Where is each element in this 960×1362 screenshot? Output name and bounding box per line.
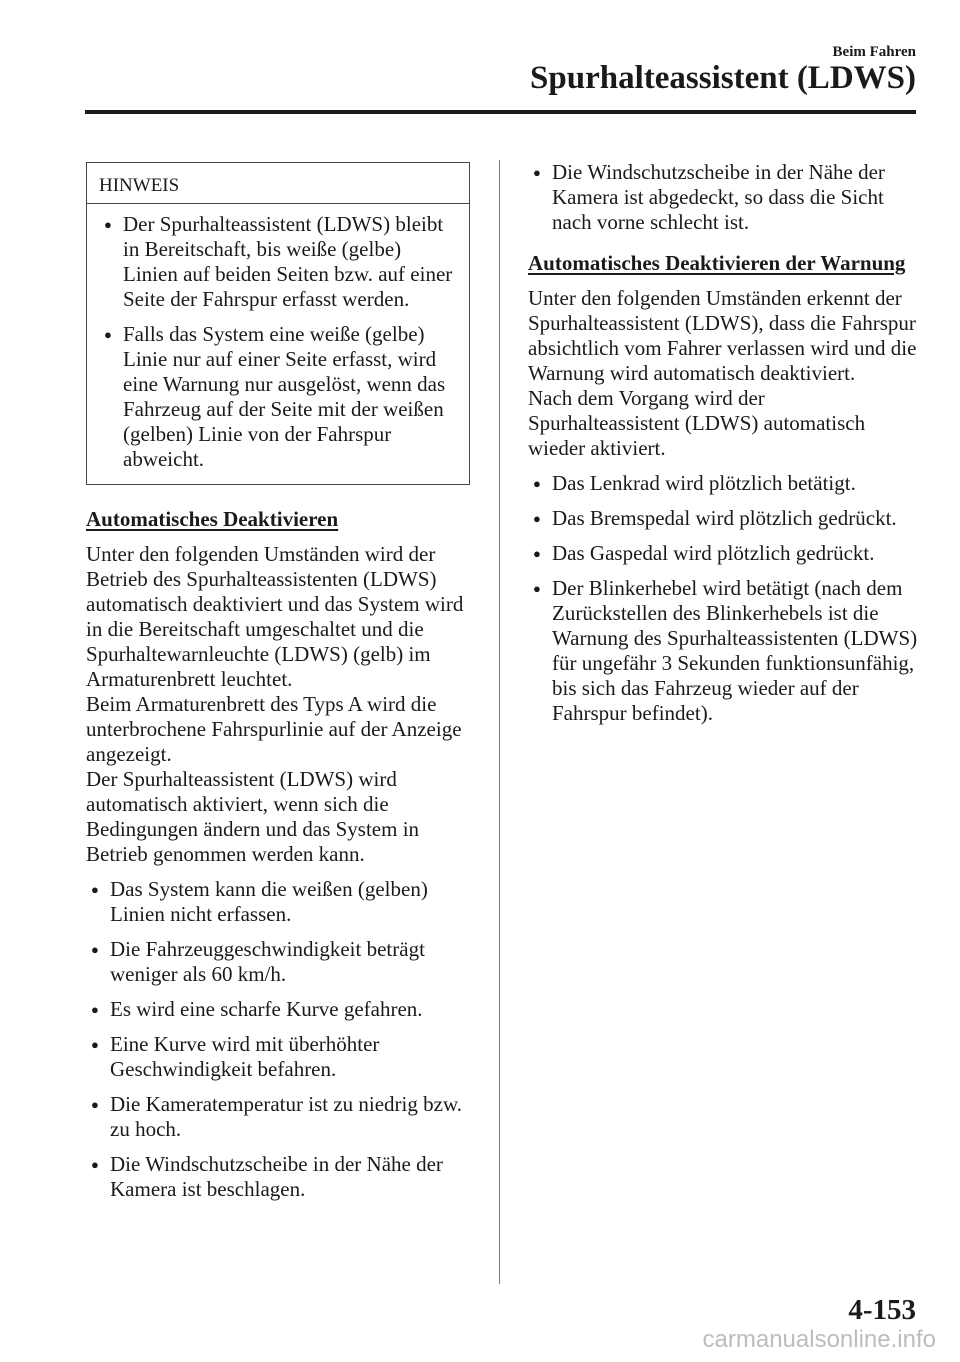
section1-bullet xyxy=(86,877,470,927)
section1-bullet-text: Die Windschutzscheibe in der Nähe der Kamera ist abgedeckt, so dass die Sicht nach vorne schlecht ist. xyxy=(552,160,885,234)
note-bullet-text: Falls das System eine weiße (gelbe) Linie nur auf einer Seite erfasst, wird eine Warnung nur ausgelöst, wenn das Fahrzeug auf der Seite mit der weißen (gelben) Linie von der Fahrspur abweicht. xyxy=(123,322,446,471)
page-number: 4-153 xyxy=(848,1294,916,1326)
watermark: carmanualsonline.info xyxy=(702,1326,936,1353)
bullet-dot-icon: ● xyxy=(91,1002,99,1017)
section1-bullet xyxy=(528,160,918,235)
bullet-dot-icon: ● xyxy=(533,165,541,180)
note-bullet-text: Der Spurhalteassistent (LDWS) bleibt in Bereitschaft, bis weiße (gelbe) Linien auf beiden Seiten bzw. auf einer Seite der Fahrspur erfasst werden. xyxy=(123,212,453,311)
note-header: HINWEIS xyxy=(87,163,469,204)
section1-bullet-text: Das System kann die weißen (gelben) Linien nicht erfassen. xyxy=(110,877,428,926)
section2-heading: Automatisches Deaktivieren der Warnung xyxy=(528,251,906,275)
section2-bullet xyxy=(528,576,918,726)
section1-bullet xyxy=(86,1092,470,1142)
bullet-dot-icon: ● xyxy=(91,942,99,957)
section1-bullet xyxy=(86,997,470,1022)
bullet-dot-icon: ● xyxy=(91,1037,99,1052)
section1-bullet-text: Eine Kurve wird mit überhöhter Geschwindigkeit befahren. xyxy=(110,1032,380,1081)
section2-paragraphs xyxy=(528,286,918,461)
section2-bullet xyxy=(528,506,918,531)
note-box xyxy=(86,162,470,485)
section2-paragraph: Nach dem Vorgang wird der Spurhalteassistent (LDWS) automatisch wieder aktiviert. xyxy=(528,386,866,460)
bullet-dot-icon: ● xyxy=(533,581,541,596)
bullet-dot-icon: ● xyxy=(91,1157,99,1172)
header-rule xyxy=(85,110,916,114)
section1-paragraphs xyxy=(86,542,470,867)
left-column xyxy=(86,162,470,1202)
section1-bullet xyxy=(86,1032,470,1082)
section-label: Beim Fahren xyxy=(832,44,916,60)
section2-bullet xyxy=(528,471,918,496)
section1-bullet-text: Es wird eine scharfe Kurve gefahren. xyxy=(110,997,423,1021)
section2-paragraph: Unter den folgenden Umständen erkennt der Spurhalteassistent (LDWS), dass die Fahrspur absichtlich vom Fahrer verlassen wird und die Warnung wird automatisch deaktiviert. xyxy=(528,286,917,385)
bullet-dot-icon: ● xyxy=(91,882,99,897)
section1-bullet-text: Die Kameratemperatur ist zu niedrig bzw. zu hoch. xyxy=(110,1092,462,1141)
bullet-dot-icon: ● xyxy=(104,217,112,232)
bullet-dot-icon: ● xyxy=(533,511,541,526)
section1-bullet-text: Die Windschutzscheibe in der Nähe der Kamera ist beschlagen. xyxy=(110,1152,443,1201)
section1-paragraph: Der Spurhalteassistent (LDWS) wird automatisch aktiviert, wenn sich die Bedingungen ändern und das System in Betrieb genommen werden kann. xyxy=(86,767,420,866)
section2-bullet-text: Das Bremspedal wird plötzlich gedrückt. xyxy=(552,506,897,530)
column-divider xyxy=(499,160,500,1284)
section1-bullet xyxy=(86,937,470,987)
section1-bullet xyxy=(86,1152,470,1202)
bullet-dot-icon: ● xyxy=(91,1097,99,1112)
page-title: Spurhalteassistent (LDWS) xyxy=(530,60,916,96)
section2-bullet-text: Das Gaspedal wird plötzlich gedrückt. xyxy=(552,541,875,565)
section1-paragraph: Unter den folgenden Umständen wird der Betrieb des Spurhalteassistenten (LDWS) automatisch deaktiviert und das System wird in die Bereitschaft umgeschaltet und die Spurhaltewarnleuchte (LDWS) (gelb) im Armaturenbrett leuchtet. xyxy=(86,542,464,691)
bullet-dot-icon: ● xyxy=(104,327,112,342)
note-bullet xyxy=(99,322,457,472)
note-body xyxy=(87,204,469,484)
section1-paragraph: Beim Armaturenbrett des Typs A wird die unterbrochene Fahrspurlinie auf der Anzeige angezeigt. xyxy=(86,692,462,766)
section2-bullet-text: Das Lenkrad wird plötzlich betätigt. xyxy=(552,471,856,495)
bullet-dot-icon: ● xyxy=(533,546,541,561)
right-column xyxy=(528,160,918,726)
section1-heading: Automatisches Deaktivieren xyxy=(86,507,339,531)
section2-bullet-text: Der Blinkerhebel wird betätigt (nach dem Zurückstellen des Blinkerhebels ist die Warnung des Spurhalteassistenten (LDWS) für ungefähr 3 Sekunden funktionsunfähig, bis sich das Fahrzeug wieder auf der Fahrspur befindet). xyxy=(552,576,918,725)
section1-bullet-text: Die Fahrzeuggeschwindigkeit beträgt weniger als 60 km/h. xyxy=(110,937,425,986)
bullet-dot-icon: ● xyxy=(533,476,541,491)
note-bullet xyxy=(99,212,457,312)
spacer xyxy=(86,485,470,507)
section2-bullet xyxy=(528,541,918,566)
